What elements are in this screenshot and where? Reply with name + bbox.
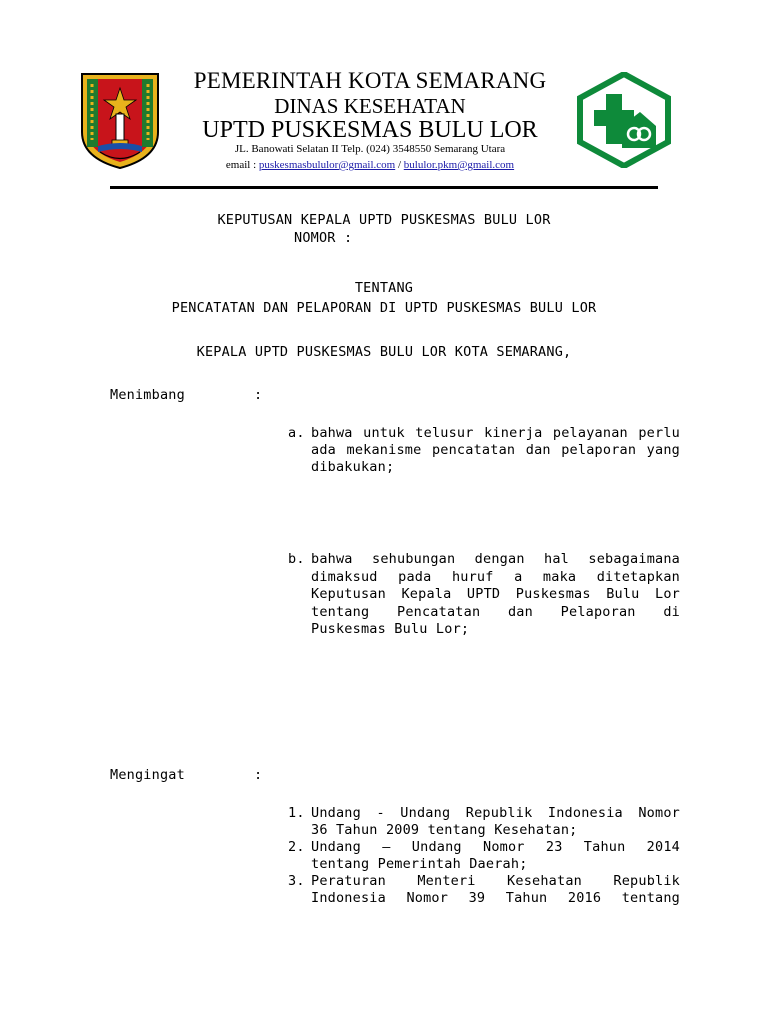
mengingat-marker-3: 3. bbox=[288, 873, 305, 889]
text-line: Peraturan Menteri Kesehatan Republik bbox=[311, 873, 680, 889]
email-link-primary[interactable]: puskesmasbululor@gmail.com bbox=[258, 159, 396, 171]
mengingat-item-2 bbox=[311, 839, 680, 873]
puskesmas-logo-icon bbox=[576, 72, 672, 168]
email-separator: / bbox=[397, 159, 402, 171]
menimbang-item-b bbox=[311, 551, 680, 639]
institution-name: UPTD PUSKESMAS BULU LOR bbox=[202, 117, 538, 143]
text-line: bahwa untuk telusur kinerja pelayanan perlu bbox=[311, 425, 680, 441]
email-label: email : bbox=[225, 159, 257, 171]
menimbang-item-a bbox=[311, 425, 680, 476]
email-link-secondary[interactable]: bululor.pkm@gmail.com bbox=[403, 159, 515, 171]
decree-title: KEPUTUSAN KEPALA UPTD PUSKESMAS BULU LOR bbox=[217, 212, 551, 228]
menimbang-label: Menimbang bbox=[110, 387, 185, 403]
mengingat-item-1 bbox=[311, 805, 680, 839]
decree-authority: KEPALA UPTD PUSKESMAS BULU LOR KOTA SEMARANG, bbox=[196, 344, 572, 360]
mengingat-item-3 bbox=[311, 873, 680, 907]
mengingat-colon: : bbox=[254, 767, 263, 783]
text-line: tentang Pencatatan dan Pelaporan di bbox=[311, 603, 680, 620]
text-line: dibakukan; bbox=[311, 459, 395, 475]
text-line: Indonesia Nomor 39 Tahun 2016 tentang bbox=[311, 890, 680, 906]
mengingat-marker-2: 2. bbox=[288, 839, 305, 855]
menimbang-colon: : bbox=[254, 387, 263, 403]
text-line: ada mekanisme pencatatan dan pelaporan yang bbox=[311, 442, 680, 458]
text-line: bahwa sehubungan dengan hal sebagaimana bbox=[311, 551, 680, 567]
text-line: 36 Tahun 2009 tentang Kesehatan; bbox=[311, 822, 578, 838]
decree-subject: PENCATATAN DAN PELAPORAN DI UPTD PUSKESMAS BULU LOR bbox=[171, 300, 597, 316]
text-line: Undang - Undang Republik Indonesia Nomor bbox=[311, 805, 680, 821]
tentang-heading: TENTANG bbox=[354, 280, 414, 296]
text-line: tentang Pemerintah Daerah; bbox=[311, 856, 528, 872]
text-line: Undang – Undang Nomor 23 Tahun 2014 bbox=[311, 839, 680, 855]
text-line: Keputusan Kepala UPTD Puskesmas Bulu Lor bbox=[311, 586, 680, 602]
menimbang-marker-a: a. bbox=[288, 425, 305, 441]
text-line: dimaksud pada huruf a maka ditetapkan bbox=[311, 568, 680, 585]
institution-address: JL. Banowati Selatan II Telp. (024) 3548550 Semarang Utara bbox=[234, 143, 506, 155]
government-name: PEMERINTAH KOTA SEMARANG bbox=[193, 68, 547, 93]
text-line: Puskesmas Bulu Lor; bbox=[311, 621, 470, 637]
decree-number: NOMOR : bbox=[294, 230, 353, 246]
mengingat-label: Mengingat bbox=[110, 767, 185, 783]
header-divider bbox=[110, 186, 658, 189]
mengingat-marker-1: 1. bbox=[288, 805, 305, 821]
menimbang-marker-b: b. bbox=[288, 551, 305, 567]
agency-name: DINAS KESEHATAN bbox=[274, 94, 466, 118]
